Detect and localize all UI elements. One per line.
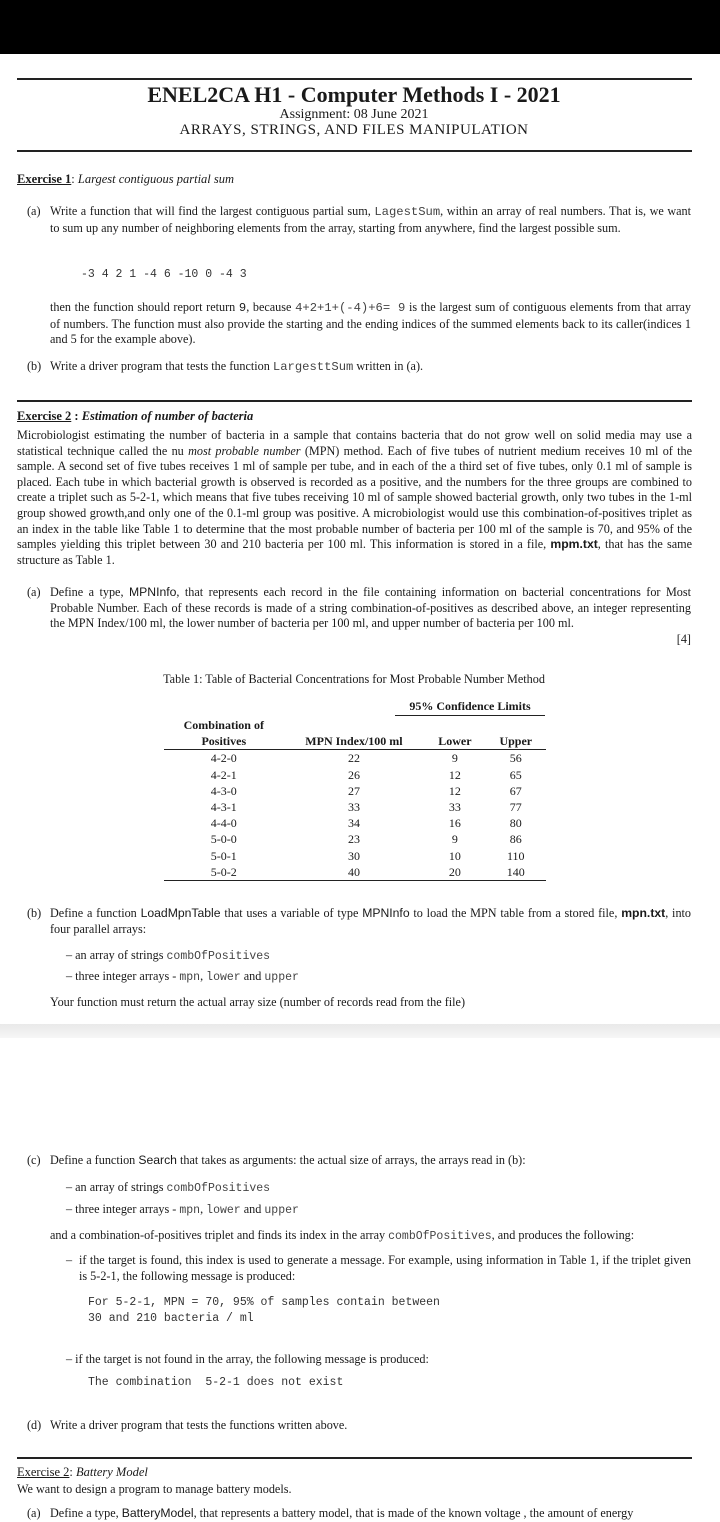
ex2-c-found: – if the target is found, this index is used to generate a message. For example, using information in Table 1, if the triplet given is 5-2-1, the following message is produced: bbox=[66, 1253, 691, 1283]
table-row bbox=[164, 864, 546, 881]
table-header-mpn: MPN Index/100 ml bbox=[305, 734, 403, 749]
ex2-c-item-2: – three integer arrays - mpn, lower and upper bbox=[66, 1202, 299, 1217]
ex2-b-item-1: – an array of strings combOfPositives bbox=[66, 948, 271, 963]
table-cell: 22 bbox=[347, 751, 360, 766]
table-cell: 5-0-0 bbox=[210, 832, 237, 847]
ex3-intro: We want to design a program to manage battery models. bbox=[17, 1482, 292, 1496]
ex2-a-label: (a) bbox=[27, 585, 41, 599]
ex2-c-notfound-message: The combination 5-2-1 does not exist bbox=[88, 1376, 344, 1389]
table-cell: 5-0-1 bbox=[210, 848, 237, 863]
table-cell: 26 bbox=[347, 767, 360, 782]
table-cell: 20 bbox=[448, 864, 461, 879]
document-topic: ARRAYS, STRINGS, AND FILES MANIPULATION bbox=[179, 122, 529, 138]
table-header-upper: Upper bbox=[499, 734, 533, 749]
table-header-combination: Combination of bbox=[183, 718, 264, 732]
table-row bbox=[164, 767, 546, 783]
table-cell: 27 bbox=[347, 783, 360, 798]
table-header-row-2 bbox=[164, 733, 546, 750]
ex2-d-text: Write a driver program that tests the functions written above. bbox=[50, 1418, 348, 1432]
table-row bbox=[164, 783, 546, 799]
ex2-c-item-1: – an array of strings combOfPositives bbox=[66, 1180, 271, 1195]
ex2-c-continuation: and a combination-of-positives triplet and finds its index in the array combOfPositives, and produces the following: bbox=[50, 1228, 635, 1243]
mpn-table bbox=[164, 717, 546, 881]
ex1-b-text: Write a driver program that tests the function LargesttSum written in (a). bbox=[50, 359, 424, 374]
table-cell: 65 bbox=[509, 767, 522, 782]
ex2-c-found-message-2: 30 and 210 bacteria / ml bbox=[88, 1312, 254, 1325]
table-cell: 110 bbox=[506, 848, 525, 863]
table-row bbox=[164, 831, 546, 847]
ex1-example-array: -3 4 2 1 -4 6 -10 0 -4 3 bbox=[81, 268, 247, 281]
header-top-rule bbox=[17, 78, 692, 80]
ex3-top-rule bbox=[17, 1457, 692, 1459]
table-cell: 30 bbox=[347, 848, 360, 863]
table-cell: 9 bbox=[451, 832, 458, 847]
ex2-c-found-message-1: For 5-2-1, MPN = 70, 95% of samples contain between bbox=[88, 1296, 440, 1309]
ex1-a-label: (a) bbox=[27, 204, 41, 218]
table-row bbox=[164, 799, 546, 815]
table-header-row bbox=[164, 717, 546, 733]
table-cell: 4-3-1 bbox=[210, 800, 237, 815]
ex2-a-text: Define a type, MPNInfo, that represents each record in the file containing information on bacterial concentrations for Most Probable Number. Each of these records is made of a string combination-of-positives as described above, an integer representing the MPN Index/100 ml, the lower number of bacteria per 100 ml, and upper number of bacteria per 100 ml. bbox=[50, 585, 692, 631]
ex1-b-label: (b) bbox=[27, 359, 42, 373]
exercise-3-heading: Exercise 2: Battery Model bbox=[17, 1465, 148, 1479]
table-cell: 56 bbox=[509, 751, 522, 766]
ex3-a-label: (a) bbox=[27, 1506, 41, 1520]
ex2-c-notfound: – if the target is not found in the array, the following message is produced: bbox=[66, 1352, 429, 1366]
ex2-b-return: Your function must return the actual array size (number of records read from the file) bbox=[50, 995, 466, 1009]
table-cell: 140 bbox=[506, 864, 525, 879]
status-bar bbox=[0, 0, 720, 54]
header-bottom-rule bbox=[17, 150, 692, 152]
table-cell: 33 bbox=[347, 800, 360, 815]
table-cell: 5-0-2 bbox=[210, 864, 237, 879]
assignment-date: Assignment: 08 June 2021 bbox=[279, 107, 429, 122]
document-page-1 bbox=[0, 54, 720, 1024]
table-cell: 67 bbox=[509, 783, 522, 798]
ex2-d-label: (d) bbox=[27, 1418, 42, 1432]
ex2-a-marks: [4] bbox=[676, 632, 691, 646]
exercise-1-heading: Exercise 1: Largest contiguous partial sum bbox=[17, 172, 235, 186]
document-title: ENEL2CA H1 - Computer Methods I - 2021 bbox=[147, 82, 561, 107]
table-cell: 33 bbox=[448, 800, 461, 815]
table-cell: 34 bbox=[347, 816, 360, 831]
ex3-a-text: Define a type, BatteryModel, that represents a battery model, that is made of the known voltage , the amount of energy bbox=[50, 1506, 634, 1520]
table-row bbox=[164, 815, 546, 831]
table-header-positives: Positives bbox=[201, 734, 247, 749]
confidence-rule bbox=[395, 715, 545, 716]
table-cell: 4-2-0 bbox=[210, 751, 237, 766]
table-header-lower: Lower bbox=[438, 734, 472, 749]
table-row bbox=[164, 750, 546, 767]
page-separator bbox=[0, 1024, 720, 1038]
table-cell: 23 bbox=[347, 832, 360, 847]
ex2-top-rule bbox=[17, 400, 692, 402]
table-cell: 40 bbox=[347, 864, 360, 879]
table-cell: 10 bbox=[448, 848, 461, 863]
table-cell: 80 bbox=[509, 816, 522, 831]
ex2-b-text: Define a function LoadMpnTable that uses a variable of type MPNInfo to load the MPN table from a stored file, mpn.txt, into four parallel arrays: bbox=[50, 906, 692, 936]
ex2-c-label: (c) bbox=[27, 1153, 41, 1167]
table-cell: 12 bbox=[448, 767, 461, 782]
ex2-intro: Microbiologist estimating the number of bacteria in a sample that contains bacteria that do not grow well on solid media may use a statistical technique called the nu most probable number (MPN) method. Each of five tubes of nutrient medium receives 10 ml of the sample. A second set of five tubes receives 1 ml of sample per tube, and in each of the a third set of five tubes, only 0.1 ml of sample is placed. Each tube in which bacterial growth is observed is recorded as a positive, and the numbers for the three groups are combined to create a triplet such as 5-2-1, which means that five tubes receiving 10 ml of sample showed bacterial growth, only two tubes in the 1-ml group showed growth,and only one of the 0.1-ml group was positive. A microbiologist would use this combination-of-positives triplet as an index in the table like Table 1 to determine that the most probable number of bacteria per 100 ml of the sample is 70, and 95% of the samples yielding this triplet between 30 and 210 bacteria per 100 ml. This information is stored in a file, mpm.txt, that has the same structure as Table 1. bbox=[17, 428, 693, 567]
ex2-b-item-2: – three integer arrays - mpn, lower and upper bbox=[66, 969, 299, 984]
table-cell: 4-4-0 bbox=[210, 816, 237, 831]
table-cell: 4-3-0 bbox=[210, 783, 237, 798]
table-cell: 4-2-1 bbox=[210, 767, 237, 782]
table-cell: 9 bbox=[451, 751, 458, 766]
ex1-a-text: Write a function that will find the largest contiguous partial sum, LagestSum, within an array of real numbers. That is, we want to sum up any number of neighboring elements from the array, starting from anywhere, find the largest possible sum. bbox=[50, 204, 692, 235]
table-cell: 86 bbox=[509, 832, 522, 847]
ex2-c-text: Define a function Search that takes as arguments: the actual size of arrays, the arrays read in (b): bbox=[50, 1153, 526, 1167]
table-caption: Table 1: Table of Bacterial Concentrations for Most Probable Number Method bbox=[163, 672, 545, 686]
table-cell: 12 bbox=[448, 783, 461, 798]
ex2-b-label: (b) bbox=[27, 906, 42, 920]
exercise-2-heading: Exercise 2 : Estimation of number of bacteria bbox=[17, 409, 254, 423]
ex1-explanation: then the function should report return 9, because 4+2+1+(-4)+6= 9 is the largest sum of contiguous elements from that array of numbers. The function must also provide the starting and the ending indices of the summed elements back to its caller(indices 1 and 5 for the example above). bbox=[50, 300, 692, 347]
document-page-2 bbox=[0, 1038, 720, 1520]
table-cell: 77 bbox=[509, 800, 522, 815]
table-cell: 16 bbox=[448, 816, 461, 831]
table-row bbox=[164, 848, 546, 864]
table-confidence-header: 95% Confidence Limits bbox=[409, 699, 531, 713]
